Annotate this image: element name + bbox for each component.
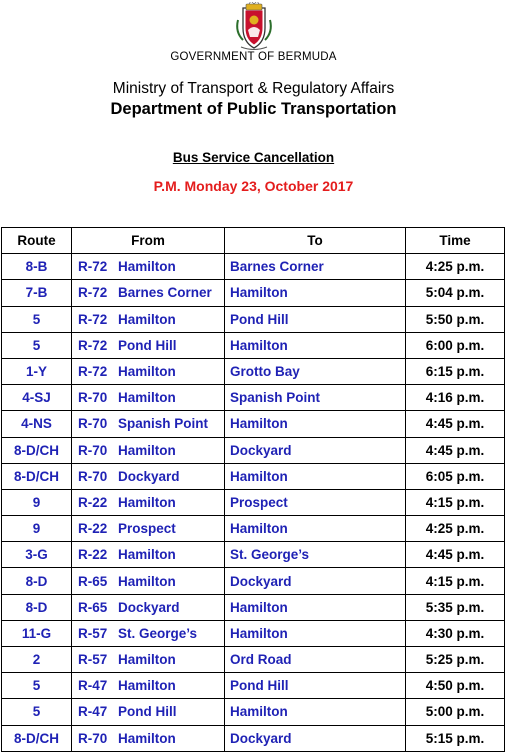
- route-code: R-47: [78, 678, 108, 694]
- table-row: [2, 647, 505, 673]
- time-cell: 6:15 p.m.: [406, 358, 505, 384]
- route-code: R-47: [78, 704, 108, 720]
- table-row: [2, 254, 505, 280]
- route-code: R-65: [78, 573, 108, 589]
- from-stop: Dockyard: [118, 468, 180, 484]
- route-code: R-65: [78, 599, 108, 615]
- from-cell: [72, 254, 225, 280]
- time-cell: 4:45 p.m.: [406, 542, 505, 568]
- from-stop: Dockyard: [118, 599, 180, 615]
- from-cell: [72, 280, 225, 306]
- table-row: [2, 542, 505, 568]
- table-header-row: [2, 228, 505, 254]
- route-cell: 8-B: [2, 254, 72, 280]
- table-row: [2, 489, 505, 515]
- time-cell: 4:45 p.m.: [406, 411, 505, 437]
- to-cell: Hamilton: [225, 463, 406, 489]
- time-cell: 5:25 p.m.: [406, 647, 505, 673]
- from-stop: Hamilton: [118, 494, 176, 510]
- route-cell: 7-B: [2, 280, 72, 306]
- route-cell: 4-SJ: [2, 385, 72, 411]
- from-cell: [72, 463, 225, 489]
- time-cell: 5:50 p.m.: [406, 306, 505, 332]
- to-cell: Hamilton: [225, 699, 406, 725]
- to-cell: Hamilton: [225, 411, 406, 437]
- route-cell: 9: [2, 489, 72, 515]
- to-cell: Spanish Point: [225, 385, 406, 411]
- table-row: [2, 673, 505, 699]
- route-code: R-72: [78, 337, 108, 353]
- route-code: R-72: [78, 259, 108, 275]
- to-cell: Dockyard: [225, 437, 406, 463]
- time-cell: 5:04 p.m.: [406, 280, 505, 306]
- table-row: [2, 280, 505, 306]
- from-stop: Hamilton: [118, 678, 176, 694]
- from-stop: St. George’s: [118, 625, 198, 641]
- from-cell: [72, 594, 225, 620]
- route-cell: 8-D/CH: [2, 437, 72, 463]
- table-row: [2, 332, 505, 358]
- route-cell: 11-G: [2, 620, 72, 646]
- route-cell: 2: [2, 647, 72, 673]
- route-cell: 4-NS: [2, 411, 72, 437]
- table-row: [2, 594, 505, 620]
- table-row: [2, 463, 505, 489]
- route-code: R-72: [78, 311, 108, 327]
- from-stop: Pond Hill: [118, 704, 177, 720]
- time-cell: 6:05 p.m.: [406, 463, 505, 489]
- time-cell: 4:25 p.m.: [406, 516, 505, 542]
- route-code: R-22: [78, 494, 108, 510]
- date-line: P.M. Monday 23, October 2017: [153, 178, 354, 194]
- government-heading: GOVERNMENT OF BERMUDA: [170, 51, 337, 63]
- route-code: R-72: [78, 364, 108, 380]
- from-stop: Hamilton: [118, 442, 176, 458]
- from-stop: Hamilton: [118, 259, 176, 275]
- to-cell: Hamilton: [225, 516, 406, 542]
- from-stop: Hamilton: [118, 311, 176, 327]
- route-code: R-70: [78, 468, 108, 484]
- route-code: R-72: [78, 285, 108, 301]
- cancellation-table: [1, 227, 505, 752]
- to-cell: Pond Hill: [225, 306, 406, 332]
- from-stop: Pond Hill: [118, 337, 177, 353]
- ministry-heading: Ministry of Transport & Regulatory Affairs: [112, 80, 395, 97]
- column-header-from: From: [72, 228, 225, 254]
- from-stop: Hamilton: [118, 730, 176, 746]
- route-code: R-70: [78, 390, 108, 406]
- time-cell: 4:30 p.m.: [406, 620, 505, 646]
- from-stop: Spanish Point: [118, 416, 209, 432]
- column-header-route: Route: [2, 228, 72, 254]
- from-stop: Barnes Corner: [118, 285, 212, 301]
- time-cell: 4:15 p.m.: [406, 568, 505, 594]
- from-cell: [72, 358, 225, 384]
- from-stop: Hamilton: [118, 573, 176, 589]
- to-cell: St. George’s: [225, 542, 406, 568]
- route-cell: 8-D: [2, 568, 72, 594]
- from-cell: [72, 306, 225, 332]
- table-row: [2, 437, 505, 463]
- time-cell: 5:15 p.m.: [406, 725, 505, 751]
- route-cell: 9: [2, 516, 72, 542]
- route-code: R-70: [78, 730, 108, 746]
- department-heading: Department of Public Transportation: [110, 100, 397, 118]
- from-cell: [72, 332, 225, 358]
- from-stop: Hamilton: [118, 547, 176, 563]
- column-header-to: To: [225, 228, 406, 254]
- to-cell: Barnes Corner: [225, 254, 406, 280]
- route-cell: 3-G: [2, 542, 72, 568]
- table-row: [2, 385, 505, 411]
- from-cell: [72, 437, 225, 463]
- route-code: R-22: [78, 521, 108, 537]
- route-code: R-70: [78, 416, 108, 432]
- to-cell: Hamilton: [225, 620, 406, 646]
- route-cell: 5: [2, 699, 72, 725]
- from-stop: Prospect: [118, 521, 176, 537]
- from-cell: [72, 725, 225, 751]
- route-code: R-22: [78, 547, 108, 563]
- time-cell: 5:35 p.m.: [406, 594, 505, 620]
- table-row: [2, 411, 505, 437]
- column-header-time: Time: [406, 228, 505, 254]
- bermuda-coat-of-arms-icon: [229, 2, 279, 52]
- table-row: [2, 306, 505, 332]
- time-cell: 4:15 p.m.: [406, 489, 505, 515]
- time-cell: 5:00 p.m.: [406, 699, 505, 725]
- route-cell: 8-D: [2, 594, 72, 620]
- to-cell: Pond Hill: [225, 673, 406, 699]
- from-cell: [72, 699, 225, 725]
- time-cell: 4:45 p.m.: [406, 437, 505, 463]
- notice-title: Bus Service Cancellation: [172, 150, 335, 165]
- from-stop: Hamilton: [118, 364, 176, 380]
- table-row: [2, 699, 505, 725]
- to-cell: Hamilton: [225, 332, 406, 358]
- route-code: R-57: [78, 652, 108, 668]
- from-cell: [72, 516, 225, 542]
- route-cell: 5: [2, 332, 72, 358]
- to-cell: Hamilton: [225, 280, 406, 306]
- route-cell: 8-D/CH: [2, 725, 72, 751]
- to-cell: Dockyard: [225, 725, 406, 751]
- from-cell: [72, 411, 225, 437]
- route-code: R-57: [78, 625, 108, 641]
- from-cell: [72, 385, 225, 411]
- route-cell: 1-Y: [2, 358, 72, 384]
- from-cell: [72, 647, 225, 673]
- from-cell: [72, 620, 225, 646]
- from-cell: [72, 542, 225, 568]
- route-cell: 8-D/CH: [2, 463, 72, 489]
- time-cell: 4:50 p.m.: [406, 673, 505, 699]
- from-stop: Hamilton: [118, 390, 176, 406]
- to-cell: Hamilton: [225, 594, 406, 620]
- from-stop: Hamilton: [118, 652, 176, 668]
- table-row: [2, 620, 505, 646]
- route-cell: 5: [2, 306, 72, 332]
- table-row: [2, 568, 505, 594]
- from-cell: [72, 673, 225, 699]
- time-cell: 6:00 p.m.: [406, 332, 505, 358]
- from-cell: [72, 568, 225, 594]
- table-row: [2, 358, 505, 384]
- table-row: [2, 516, 505, 542]
- to-cell: Prospect: [225, 489, 406, 515]
- to-cell: Grotto Bay: [225, 358, 406, 384]
- time-cell: 4:25 p.m.: [406, 254, 505, 280]
- route-cell: 5: [2, 673, 72, 699]
- table-row: [2, 725, 505, 751]
- route-code: R-70: [78, 442, 108, 458]
- time-cell: 4:16 p.m.: [406, 385, 505, 411]
- to-cell: Ord Road: [225, 647, 406, 673]
- to-cell: Dockyard: [225, 568, 406, 594]
- from-cell: [72, 489, 225, 515]
